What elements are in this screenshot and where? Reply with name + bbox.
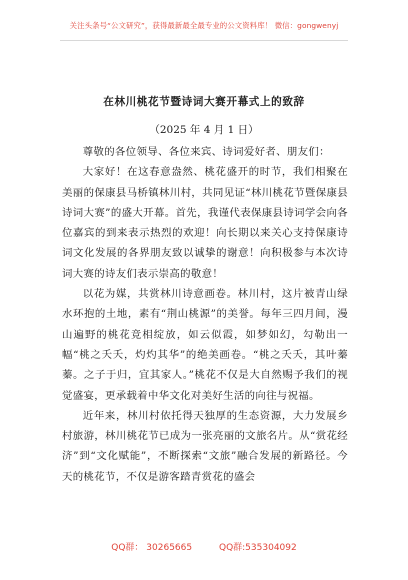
footer-qq-group-1: QQ群： 30265665 [111, 543, 193, 553]
salutation-paragraph: 尊敬的各位领导、各位来宾、诗词爱好者、朋友们： [82, 146, 330, 158]
body-paragraph: 近年来，林川村依托得天独厚的生态资源，大力发展乡村旅游，林川桃花节已成为一张亮丽的文旅名片。从“赏花经济”到“文化赋能”，不断探索“文旅”融合发展的新路径。今天的桃花节，不仅是游客踏青赏花的盛会 [62, 409, 348, 483]
header-divider [60, 40, 348, 41]
footer-qq-groups [0, 540, 408, 553]
document-body [62, 142, 348, 487]
body-paragraph: 大家好！在这春意盎然、桃花盛开的时节，我们相聚在美丽的保康县马桥镇林川村，共同见证“林川桃花节暨保康县诗词大赛”的盛大开幕。首先，我谨代表保康县诗词学会向各位嘉宾的到来表示热烈的欢迎！向长期以来关心支持保康诗词文化发展的各界朋友致以诚挚的谢意！向积极参与本次诗词大赛的诗友们表示崇高的敬意！ [62, 166, 348, 280]
body-paragraph: 以花为媒，共赏林川诗意画卷。林川村，这片被青山绿水环抱的土地，素有“荆山桃源”的美誉。每年三四月间，漫山遍野的桃花竞相绽放，如云似霞，如梦如幻，勾勒出一幅“桃之夭夭，灼灼其华”的绝美画卷。“桃之夭夭，其叶蓁蓁。之子于归，宜其家人。”桃花不仅是大自然赐予我们的视觉盛宴，更承载着中华文化对美好生活的向往与祝福。 [62, 288, 348, 402]
header-promo-notice: 关注头条号“公文研究”，获得最新最全最专业的公文资料库！ 微信：gongwenyj [69, 21, 339, 30]
document-title: 在林川桃花节暨诗词大赛开幕式上的致辞 [103, 96, 305, 108]
footer-qq-group-2: QQ群:535304092 [218, 543, 297, 553]
document-date: （2025 年 4 月 1 日） [149, 124, 259, 136]
